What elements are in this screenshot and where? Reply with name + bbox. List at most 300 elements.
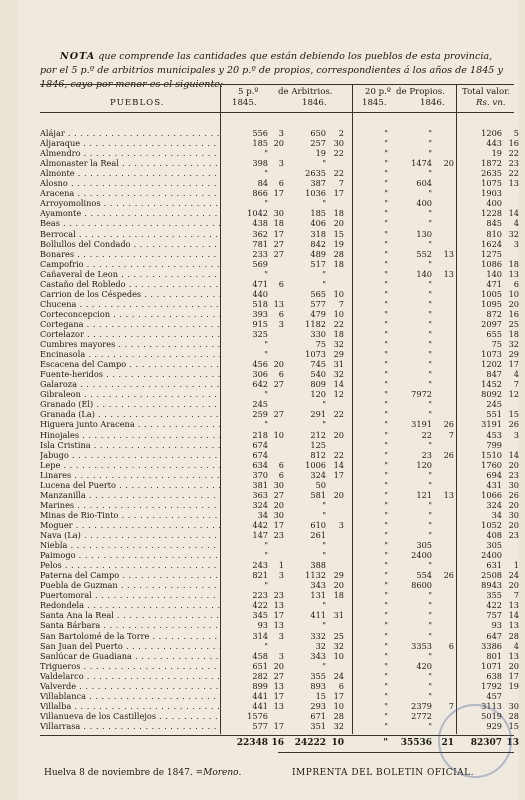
arbitrios-1845-reales: 3 [278,650,284,661]
total-value-reales: 23 [508,469,519,480]
propios-1845: " [384,640,388,651]
pueblo-name: Berrocal . . . [40,228,220,241]
propios-1845: " [384,158,388,169]
arbitrios-1846: 745 [310,359,326,370]
pueblo-name: Valverde . . . [40,680,220,693]
arbitrios-1846: 411 [310,610,326,621]
arbitrios-1845-reales: 18 [273,218,284,229]
propios-1846: " [428,168,432,179]
arbitrios-1846-reales: 10 [333,650,344,661]
propios-1846: " [428,278,432,289]
propios-1846: 3191 [411,419,432,430]
arbitrios-1846: 581 [310,489,326,500]
propios-1846: " [428,509,432,520]
arbitrios-1846: 671 [310,710,326,721]
pueblo-name: Bollullos del Condado . . . [40,238,220,251]
pueblo-name: Paterna del Campo . . . [40,569,220,582]
arbitrios-1845: 518 [252,298,268,309]
arbitrios-1846-reales: 12 [333,389,344,400]
propios-1846: " [428,258,432,269]
total-value-reales: 13 [508,268,519,279]
arbitrios-1846-reales: 10 [333,308,344,319]
total-value-reales: 23 [508,530,519,540]
propios-1845: " [384,710,388,721]
arbitrios-1845: 218 [252,429,268,440]
total-value-reales: 19 [508,680,519,691]
total-value-reales: 3 [513,429,519,440]
propios-1846: 2400 [411,550,432,561]
propios-1846: 552 [416,248,432,259]
arbitrios-1846: 388 [310,560,326,571]
arbitrios-1845: 556 [252,128,268,138]
arbitrios-1846: 517 [310,258,326,269]
total-value: 2508 [481,570,502,581]
total-value-reales: 14 [508,449,519,460]
arbitrios-1845: 915 [252,318,268,329]
propios-1845: " [384,409,388,420]
arbitrios-1846-reales: 24 [333,670,344,681]
propios-1846: 7972 [411,389,432,400]
total-value: 1075 [481,178,502,189]
arbitrios-1846-reales: 3 [338,519,344,530]
arbitrios-1845: " [264,148,268,159]
total-value: 422 [486,600,502,611]
propios-1846: " [428,720,432,731]
arbitrios-1845-reales: 6 [278,459,284,470]
arbitrios-1846-reales: 15 [333,228,344,239]
total-value-reales: 1 [513,560,519,571]
arbitrios-1846: 1006 [305,459,326,470]
arbitrios-1845: 569 [252,258,268,269]
pueblo-name: Alájar . . . [40,127,220,140]
total-value: 1872 [481,158,502,169]
arbitrios-1845: 821 [252,570,268,581]
arbitrios-1846-reales: 25 [333,630,344,641]
total-value-reales: 7 [513,379,519,390]
propios-1845: " [384,620,388,631]
propios-1846: " [428,439,432,450]
total-value-reales: 20 [508,499,519,510]
propios-1845: " [384,429,388,440]
total-value: 245 [486,399,502,410]
propios-1846: " [428,208,432,219]
note-label: NOTA [60,51,96,62]
propios-1846-reales: 20 [443,158,454,169]
total-value: 757 [486,610,502,621]
propios-1846: " [428,610,432,621]
place-date-text: Huelva 8 de noviembre de 1847. [44,768,193,778]
total-value: 140 [486,268,502,279]
arbitrios-1845: 324 [252,499,268,510]
total-value-reales: 15 [508,409,519,420]
arbitrios-1846: 343 [310,580,326,591]
propios-1845: " [384,479,388,490]
total-value: 1452 [481,379,502,390]
arbitrios-1846: 479 [310,308,326,319]
arbitrios-1846-reales: 29 [333,349,344,360]
pueblo-name: Hinojales . . . [40,429,220,442]
propios-1846: " [428,288,432,299]
total-value-reales: 16 [508,308,519,319]
total-value: 400 [486,198,502,209]
arbitrios-1845-reales: 27 [273,238,284,249]
total-value: 801 [486,650,502,661]
propios-1845: " [384,379,388,390]
arbitrios-1846-reales: 22 [333,449,344,460]
total-value-reales: 25 [508,318,519,329]
total-arbitrios-1845-reales: 16 [271,738,284,748]
arbitrios-1846: 1182 [305,318,326,329]
propios-1846: 22 [421,429,432,440]
pueblo-name: Arroyomolinos . . . [40,197,220,210]
propios-1846: " [428,128,432,138]
arbitrios-1845: 642 [252,379,268,390]
arbitrios-1845-reales: 10 [273,429,284,440]
arbitrios-1845-reales: 30 [273,479,284,490]
total-value: 1792 [481,680,502,691]
total-value-reales: 18 [508,258,519,269]
arbitrios-1846: " [322,550,326,561]
total-value: 3191 [481,419,502,430]
arbitrios-1845: 185 [252,138,268,149]
arbitrios-1846-reales: 29 [333,570,344,581]
propios-1846: " [428,349,432,360]
arbitrios-1846-reales: 22 [333,148,344,159]
propios-1846-reales: 13 [443,489,454,500]
propios-1845: " [384,449,388,460]
header-year-1845-propios: 1845. [362,98,387,108]
total-value: 443 [486,138,502,149]
arbitrios-1846-reales: 10 [333,700,344,711]
propios-1846: 23 [421,449,432,460]
arbitrios-1846-reales: 32 [333,720,344,731]
pueblo-name: Valdelarco . . . [40,670,220,683]
propios-1846: " [428,499,432,510]
pueblo-name: Santa Ana la Real . . . [40,609,220,622]
arbitrios-1846-reales: 28 [333,248,344,259]
library-stamp [438,704,512,778]
pueblo-name: Cañaveral de Leon . . . [40,268,220,281]
arbitrios-1846-reales: 30 [333,138,344,149]
propios-1846: " [428,148,432,159]
propios-1845: " [384,288,388,299]
pueblo-name: Encinasola . . . [40,348,220,361]
total-value: 8943 [481,580,502,591]
arbitrios-1846-reales: 17 [333,188,344,199]
propios-1846: " [428,318,432,329]
arbitrios-1845-reales: 30 [273,509,284,520]
arbitrios-1845-reales: 27 [273,409,284,420]
arbitrios-1845: " [264,580,268,591]
total-value: 457 [486,690,502,701]
total-value: 1903 [481,188,502,199]
propios-1845: " [384,359,388,370]
pueblo-name: Sanlúcar de Guadiana . . . [40,650,220,663]
pueblo-name: Moguer . . . [40,519,220,532]
propios-1846-reales: 26 [443,449,454,460]
propios-1846-reales: 26 [443,570,454,581]
total-value-reales: 17 [508,359,519,370]
pueblo-name: Pelos . . . [40,559,220,572]
propios-1846: 3353 [411,640,432,651]
arbitrios-1845-reales: 27 [273,670,284,681]
pueblo-name: Isla Cristina . . . [40,439,220,452]
arbitrios-1845-reales: 27 [273,248,284,259]
arbitrios-1846: " [322,509,326,520]
total-value-reales: 15 [508,720,519,731]
arbitrios-1845-reales: 3 [278,128,284,138]
pueblo-name: Cumbres mayores . . . [40,338,220,351]
propios-1845: " [384,600,388,611]
propios-1845: " [384,680,388,691]
arbitrios-1845: 84 [257,178,268,189]
arbitrios-1845: 440 [252,288,268,299]
pueblo-name: Ayamonte . . . [40,207,220,220]
propios-1846: " [428,399,432,410]
arbitrios-1846-reales: 7 [338,298,344,309]
header-propios-pct: 20 p.º [365,87,391,97]
propios-1846: " [428,690,432,701]
propios-1845: " [384,610,388,621]
arbitrios-1846-reales: 10 [333,288,344,299]
propios-1845: " [384,650,388,661]
signature: =Moreno. [195,768,242,778]
arbitrios-1845: 471 [252,278,268,289]
arbitrios-1845: 243 [252,560,268,571]
arbitrios-1846: 131 [310,590,326,601]
arbitrios-1845: 223 [252,590,268,601]
pueblo-name: Chucena . . . [40,298,220,311]
total-value: 3113 [481,700,502,711]
propios-1845: " [384,268,388,279]
total-value-reales: 13 [508,600,519,611]
total-value-reales: 22 [508,168,519,179]
propios-1845: " [384,238,388,249]
pueblo-name: Almendro . . . [40,147,220,160]
arbitrios-1846: 1132 [305,570,326,581]
arbitrios-1846: 261 [310,530,326,540]
arbitrios-1846-reales: 22 [333,318,344,329]
arbitrios-1846-reales: 22 [333,409,344,420]
arbitrios-1846-reales: 14 [333,379,344,390]
total-value: 847 [486,369,502,380]
arbitrios-1845-reales: 3 [278,158,284,169]
propios-1845: " [384,419,388,430]
arbitrios-1845: 398 [252,158,268,169]
total-value-reales: 20 [508,519,519,530]
pueblo-name: Almonte . . . [40,167,220,180]
total-value-reales: 7 [513,590,519,601]
pueblo-name: Campofrio . . . [40,258,220,271]
arbitrios-1846: 125 [310,439,326,450]
propios-1845: " [384,700,388,711]
pueblo-name: Bonares . . . [40,248,220,261]
propios-1846: 420 [416,660,432,671]
propios-1846: " [428,630,432,641]
arbitrios-1846-reales: 18 [333,590,344,601]
propios-1846: 121 [416,489,432,500]
total-value: 845 [486,218,502,229]
propios-1846-reales: 6 [448,640,454,651]
arbitrios-1845-reales: 6 [278,369,284,380]
total-value: 1066 [481,489,502,500]
arbitrios-1845: " [264,168,268,179]
arbitrios-1845: 438 [252,218,268,229]
propios-1845: " [384,570,388,581]
propios-1845: " [384,439,388,450]
arbitrios-1846: " [322,399,326,410]
propios-1845: " [384,188,388,199]
arbitrios-1845-reales: 1 [278,560,284,571]
propios-1845: " [384,148,388,159]
arbitrios-1846: 540 [310,369,326,380]
arbitrios-1846: 2635 [305,168,326,179]
total-value: 2635 [481,168,502,179]
arbitrios-1845-reales: 27 [273,489,284,500]
pueblo-name: Fuente-heridos . . . [40,368,220,381]
propios-1846: 2379 [411,700,432,711]
pueblo-name: Almonaster la Real . . . [40,157,220,170]
arbitrios-1846: 812 [310,449,326,460]
pueblo-name: Aljaraque . . . [40,137,220,150]
propios-1845: " [384,499,388,510]
propios-1845: " [384,178,388,189]
propios-1845: " [384,128,388,138]
propios-1845: " [384,530,388,540]
propios-1846: " [428,620,432,631]
arbitrios-1846: 330 [310,329,326,339]
propios-1846: " [428,238,432,249]
arbitrios-1845-reales: 13 [273,298,284,309]
pueblo-name: Galaroza . . . [40,378,220,391]
total-value: 2097 [481,318,502,329]
total-value: 1624 [481,238,502,249]
propios-1846: " [428,379,432,390]
arbitrios-1845-reales: 30 [273,208,284,219]
grand-total: 82307 [470,738,502,748]
propios-1846: 140 [416,268,432,279]
arbitrios-1846: 19 [315,148,326,159]
propios-1846-reales: 7 [448,429,454,440]
propios-1846-reales: 13 [443,268,454,279]
arbitrios-1846-reales: 2 [338,128,344,138]
total-value-reales: 30 [508,509,519,520]
arbitrios-1845: 245 [252,399,268,410]
arbitrios-1846: 15 [315,690,326,701]
propios-1845: " [384,138,388,149]
arbitrios-1846: 293 [310,700,326,711]
arbitrios-1846-reales: 19 [333,238,344,249]
propios-1845: " [384,339,388,350]
propios-1846: 554 [416,570,432,581]
arbitrios-1845-reales: 17 [273,519,284,530]
pueblo-name: San Juan del Puerto . . . [40,640,220,653]
pueblo-name: Puebla de Guzman . . . [40,579,220,592]
arbitrios-1846: 291 [310,409,326,420]
arbitrios-1845-reales: 20 [273,660,284,671]
total-value-reales: 13 [508,620,519,631]
propios-1846: " [428,519,432,530]
arbitrios-1846: 75 [315,339,326,350]
propios-1846: 8600 [411,580,432,591]
propios-1845: " [384,550,388,561]
header-rule-bottom [40,112,514,113]
propios-1846: 400 [416,198,432,209]
arbitrios-1846: 32 [315,640,326,651]
total-value-reales: 13 [508,650,519,661]
total-arbitrios-1845: 22348 [236,738,268,748]
arbitrios-1845: 458 [252,650,268,661]
arbitrios-1846: " [322,660,326,671]
arbitrios-1846: " [322,620,326,631]
propios-1845: " [384,690,388,701]
arbitrios-1845-reales: 13 [273,680,284,691]
pueblo-name: Villalba . . . [40,700,220,713]
arbitrios-1846-reales: 32 [333,339,344,350]
arbitrios-1846-reales: 14 [333,459,344,470]
total-value-reales: 32 [508,228,519,239]
arbitrios-1845-reales: 13 [273,620,284,631]
total-value-reales: 5 [513,128,519,138]
total-value-reales: 4 [513,640,519,651]
pueblo-name: Granada (La) . . . [40,408,220,421]
total-propios-1846: 35536 [400,738,432,748]
arbitrios-1845: 233 [252,248,268,259]
arbitrios-1845: 381 [252,479,268,490]
arbitrios-1845-reales: 3 [278,318,284,329]
propios-1846: 305 [416,540,432,551]
total-value: 453 [486,429,502,440]
total-value: 647 [486,630,502,641]
arbitrios-1846: 650 [310,128,326,138]
propios-1846: 120 [416,459,432,470]
arbitrios-1845: 370 [252,469,268,480]
propios-1846: " [428,530,432,540]
total-value-reales: 28 [508,630,519,641]
pueblo-name: Villanueva de los Castillejos . . . [40,710,220,723]
total-value-reales: 18 [508,329,519,339]
arbitrios-1845-reales: 6 [278,178,284,189]
total-value: 1005 [481,288,502,299]
arbitrios-1846: 1073 [305,349,326,360]
total-value: 1228 [481,208,502,219]
total-value-reales: 6 [513,278,519,289]
total-propios-1845: " [383,738,388,748]
total-value: 799 [486,439,502,450]
arbitrios-1846-reales: 32 [333,369,344,380]
pueblo-name: Villablanca . . . [40,690,220,703]
total-value-reales: 29 [508,349,519,360]
propios-1845: " [384,278,388,289]
pueblo-name: Cortegana . . . [40,318,220,331]
propios-1845: " [384,248,388,259]
propios-1845: " [384,630,388,641]
header-propios: de Propios. [396,87,445,97]
total-value: 3386 [481,640,502,651]
arbitrios-1845: " [264,198,268,209]
total-value: 1206 [481,128,502,138]
arbitrios-1846: " [322,600,326,611]
arbitrios-1845: " [264,268,268,279]
arbitrios-1845: 634 [252,459,268,470]
propios-1845: " [384,198,388,209]
arbitrios-1845: " [264,389,268,400]
total-value-reales: 20 [508,660,519,671]
propios-1845: " [384,670,388,681]
header-year-1846-arbitrios: 1846. [302,98,327,108]
total-value-reales: 26 [508,419,519,430]
arbitrios-1845: " [264,419,268,430]
